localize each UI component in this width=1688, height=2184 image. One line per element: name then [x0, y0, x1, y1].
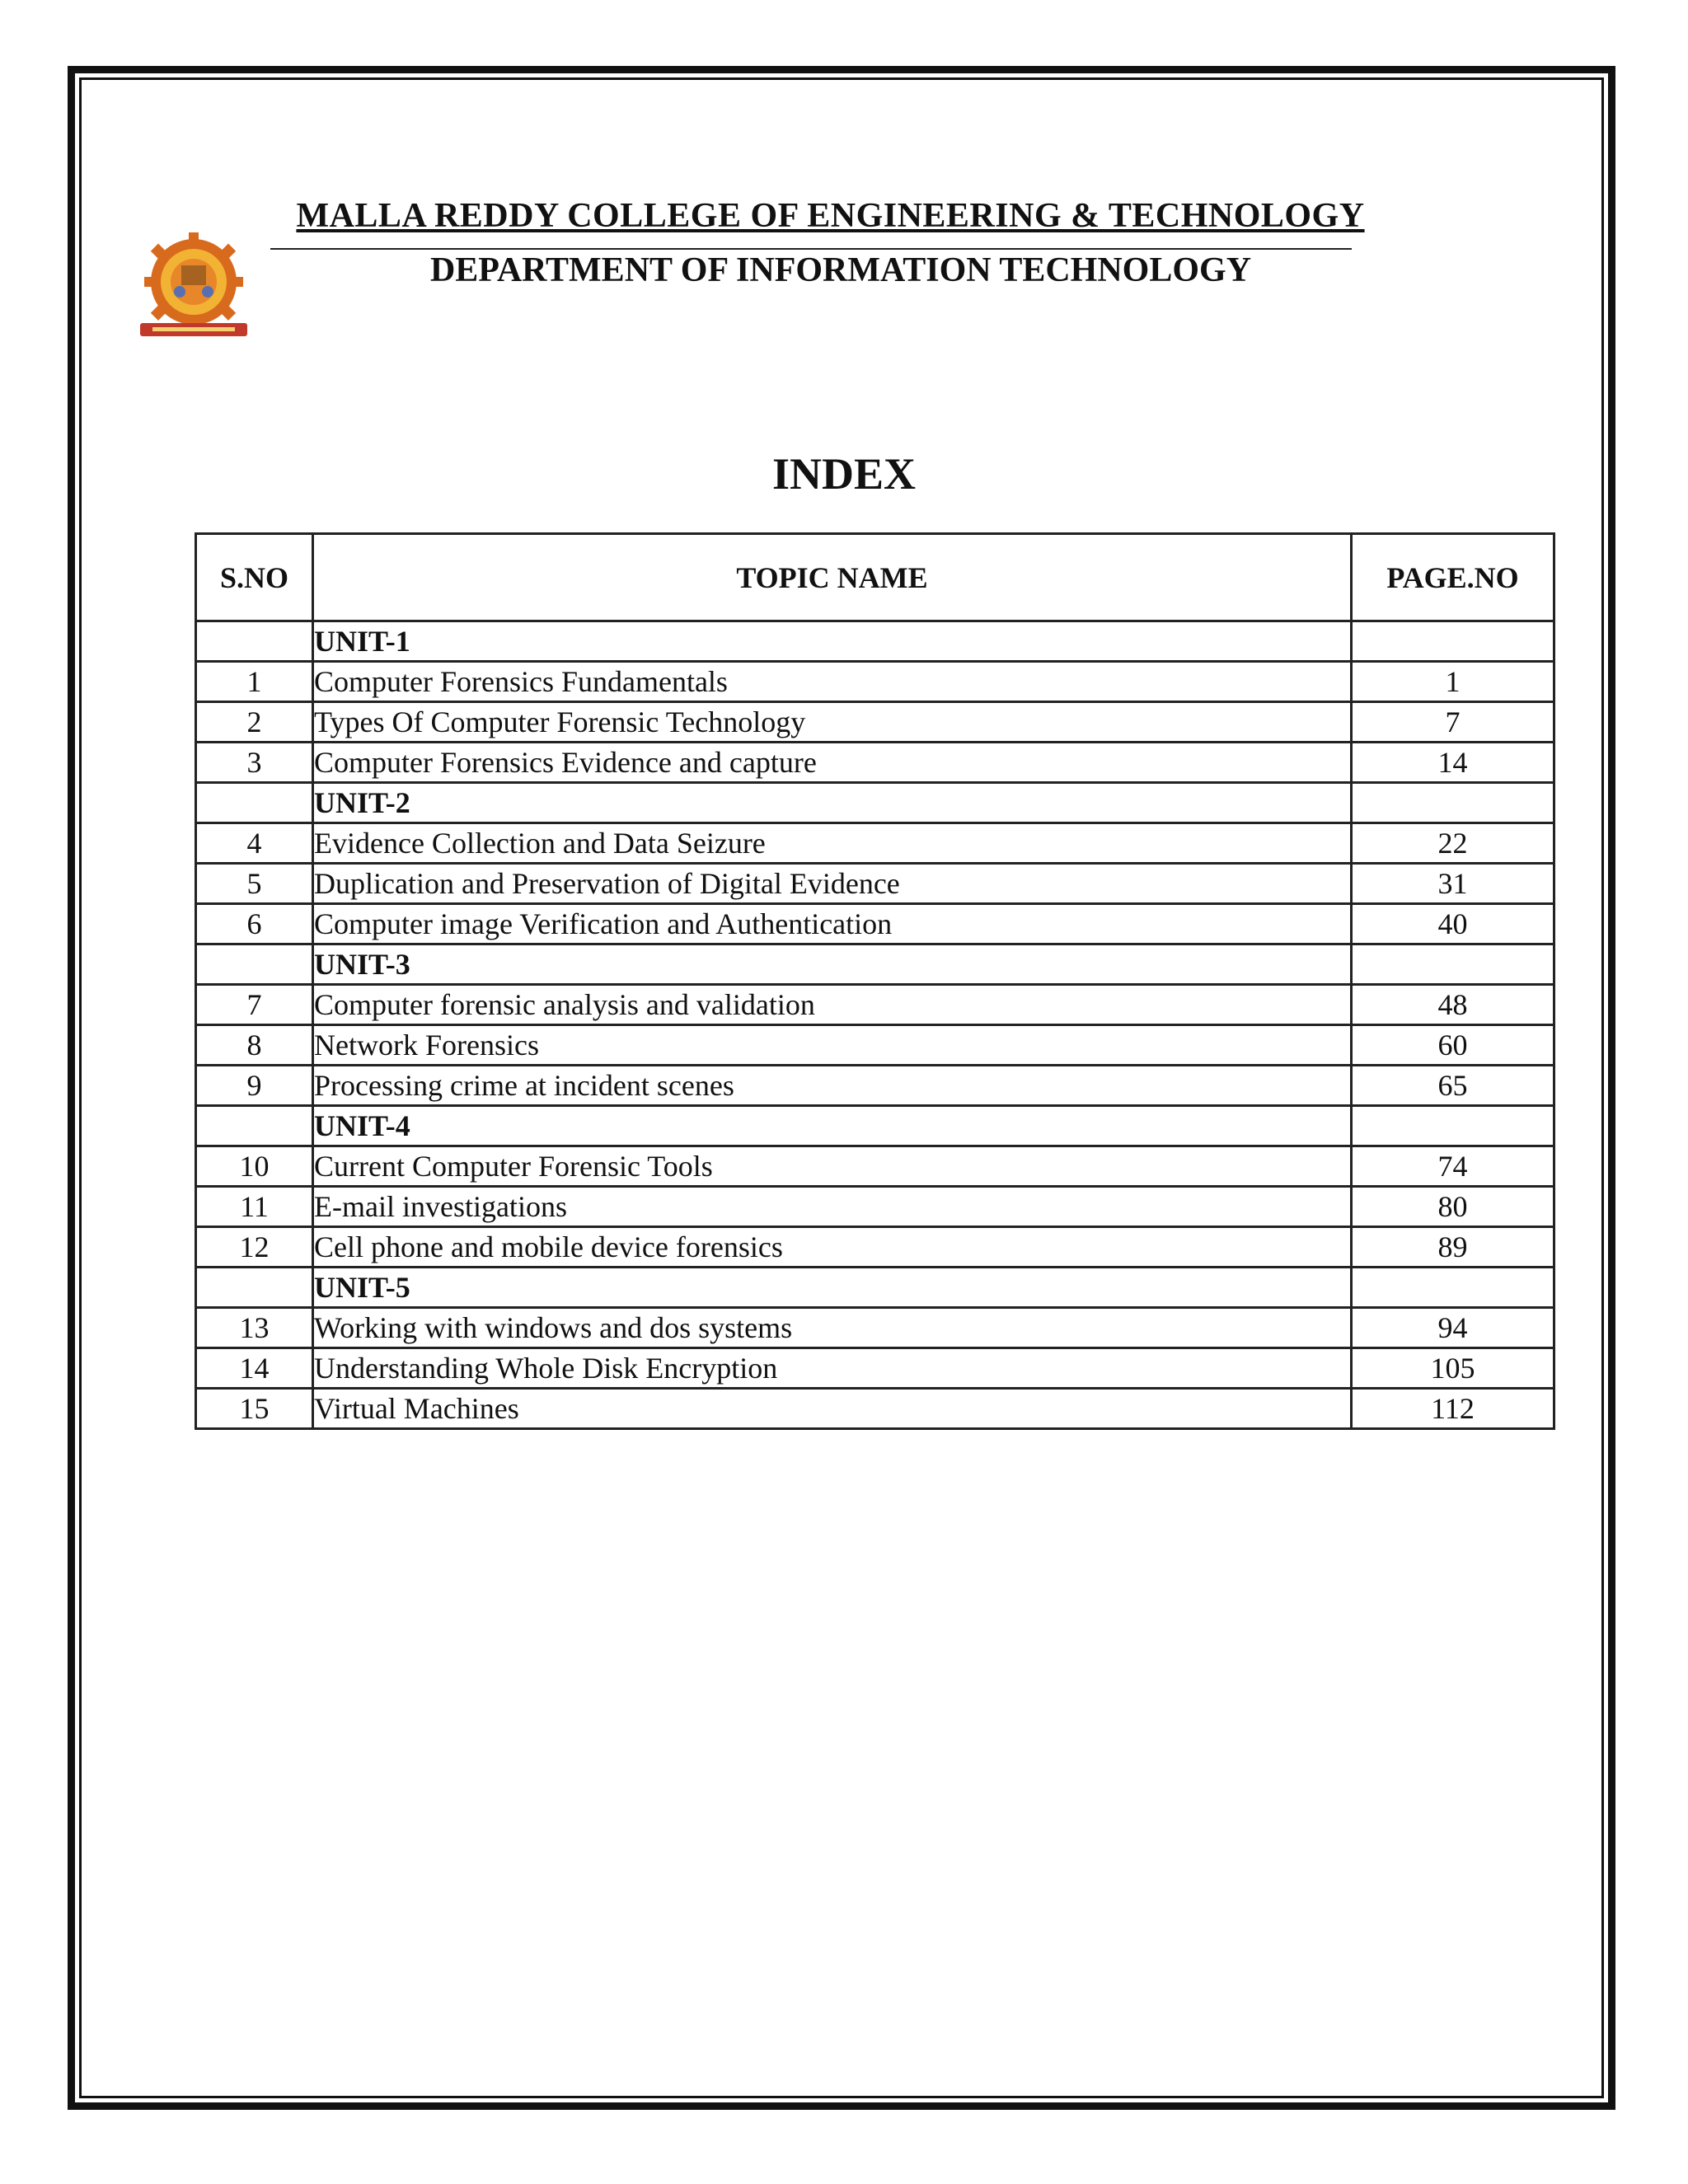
topic-name: E-mail investigations [313, 1187, 1352, 1227]
page-number: 48 [1352, 985, 1554, 1025]
unit-row [196, 944, 1554, 985]
table-row [196, 823, 1554, 864]
unit-row [196, 1268, 1554, 1308]
page-number: 105 [1352, 1348, 1554, 1389]
serial-number: 15 [196, 1389, 313, 1429]
serial-number: 1 [196, 662, 313, 702]
page-number: 14 [1352, 743, 1554, 783]
topic-name: Network Forensics [313, 1025, 1352, 1066]
unit-heading: UNIT-3 [313, 944, 1352, 985]
table-row [196, 1389, 1554, 1429]
serial-number: 13 [196, 1308, 313, 1348]
serial-number: 3 [196, 743, 313, 783]
index-table-body [196, 621, 1554, 1429]
table-row [196, 743, 1554, 783]
serial-number: 11 [196, 1187, 313, 1227]
topic-name: Virtual Machines [313, 1389, 1352, 1429]
unit-sno-cell [196, 944, 313, 985]
page-number: 60 [1352, 1025, 1554, 1066]
serial-number: 10 [196, 1146, 313, 1187]
unit-page-cell [1352, 1268, 1554, 1308]
unit-row [196, 1106, 1554, 1146]
table-row [196, 1227, 1554, 1268]
unit-sno-cell [196, 1268, 313, 1308]
topic-name: Current Computer Forensic Tools [313, 1146, 1352, 1187]
topic-name: Computer image Verification and Authentication [313, 904, 1352, 944]
serial-number: 6 [196, 904, 313, 944]
topic-name: Computer Forensics Fundamentals [313, 662, 1352, 702]
serial-number: 8 [196, 1025, 313, 1066]
unit-sno-cell [196, 783, 313, 823]
page-title: INDEX [771, 449, 917, 499]
page-number: 22 [1352, 823, 1554, 864]
topic-header: TOPIC NAME [313, 534, 1352, 621]
table-row [196, 1308, 1554, 1348]
unit-page-cell [1352, 783, 1554, 823]
topic-name: Types Of Computer Forensic Technology [313, 702, 1352, 743]
unit-sno-cell [196, 1106, 313, 1146]
table-row [196, 1187, 1554, 1227]
serial-number: 9 [196, 1066, 313, 1106]
unit-page-cell [1352, 944, 1554, 985]
page-header: PAGE.NO [1352, 534, 1554, 621]
header-rule [270, 248, 1352, 250]
table-row [196, 662, 1554, 702]
topic-name: Evidence Collection and Data Seizure [313, 823, 1352, 864]
table-row [196, 1348, 1554, 1389]
college-name: MALLA REDDY COLLEGE OF ENGINEERING & TECHNOLOGY [296, 197, 1365, 235]
unit-page-cell [1352, 1106, 1554, 1146]
table-row [196, 864, 1554, 904]
page-number: 1 [1352, 662, 1554, 702]
serial-number: 5 [196, 864, 313, 904]
topic-name: Duplication and Preservation of Digital Evidence [313, 864, 1352, 904]
topic-name: Working with windows and dos systems [313, 1308, 1352, 1348]
page-number: 31 [1352, 864, 1554, 904]
page-number: 94 [1352, 1308, 1554, 1348]
table-row [196, 1146, 1554, 1187]
table-row [196, 702, 1554, 743]
college-logo [124, 231, 264, 346]
index-table [195, 532, 1555, 1430]
page-number: 65 [1352, 1066, 1554, 1106]
page-number: 89 [1352, 1227, 1554, 1268]
unit-heading: UNIT-4 [313, 1106, 1352, 1146]
page-number: 40 [1352, 904, 1554, 944]
page-number: 7 [1352, 702, 1554, 743]
table-row [196, 1066, 1554, 1106]
serial-number: 14 [196, 1348, 313, 1389]
topic-name: Cell phone and mobile device forensics [313, 1227, 1352, 1268]
topic-name: Computer Forensics Evidence and capture [313, 743, 1352, 783]
page-number: 74 [1352, 1146, 1554, 1187]
unit-page-cell [1352, 621, 1554, 662]
topic-name: Computer forensic analysis and validation [313, 985, 1352, 1025]
unit-row [196, 621, 1554, 662]
unit-sno-cell [196, 621, 313, 662]
serial-number: 7 [196, 985, 313, 1025]
serial-number: 4 [196, 823, 313, 864]
page-number: 112 [1352, 1389, 1554, 1429]
page-number: 80 [1352, 1187, 1554, 1227]
unit-heading: UNIT-5 [313, 1268, 1352, 1308]
table-header-row [196, 534, 1554, 621]
topic-name: Processing crime at incident scenes [313, 1066, 1352, 1106]
serial-number: 2 [196, 702, 313, 743]
unit-row [196, 783, 1554, 823]
unit-heading: UNIT-1 [313, 621, 1352, 662]
topic-name: Understanding Whole Disk Encryption [313, 1348, 1352, 1389]
unit-heading: UNIT-2 [313, 783, 1352, 823]
table-row [196, 1025, 1554, 1066]
serial-number: 12 [196, 1227, 313, 1268]
table-row [196, 904, 1554, 944]
table-row [196, 985, 1554, 1025]
sno-header: S.NO [196, 534, 313, 621]
department-name: DEPARTMENT OF INFORMATION TECHNOLOGY [429, 251, 1252, 289]
